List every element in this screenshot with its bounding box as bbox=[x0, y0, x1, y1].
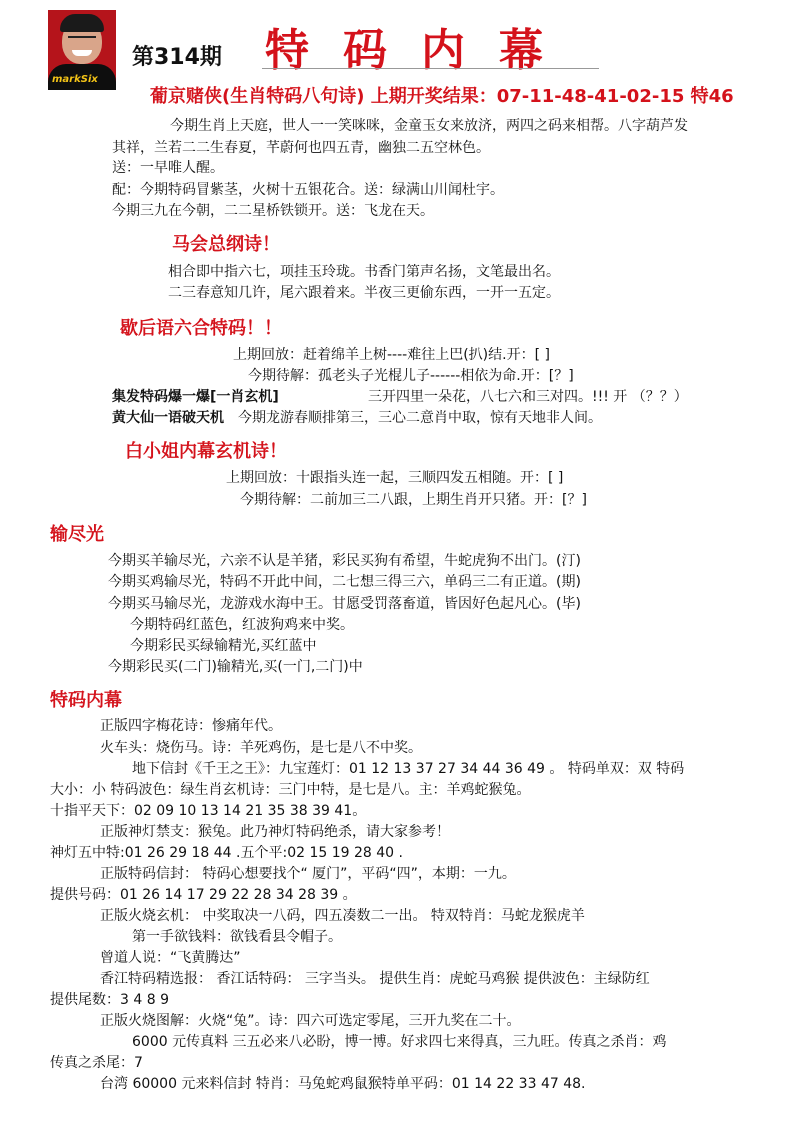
issue-number: 第314期 bbox=[132, 45, 222, 70]
shujin-title: 输尽光 bbox=[50, 524, 104, 545]
neimu-line: 火车头：烧伤马。诗：羊死鸡伤，是七是八不中奖。 bbox=[100, 740, 422, 756]
shujin-line: 今期买鸡输尽光，特码不开此中间，二七想三得三六，单码三二有正道。(期) bbox=[108, 574, 581, 590]
photo-glasses bbox=[68, 36, 96, 44]
neimu-line: 大小：小 特码波色：绿生肖玄机诗：三门中特，是七是八。主：羊鸡蛇猴兔。 bbox=[50, 782, 531, 798]
neimu-line: 正版特码信封： 特码心想要找个“ 厦门”，平码“四”，本期：一九。 bbox=[100, 866, 516, 882]
poem-line: 其祥，兰若二二生春夏，芊蔚何也四五青，幽独二五空林色。 bbox=[112, 140, 490, 156]
neimu-line: 地下信封《千王之王》：九宝莲灯：01 12 13 37 27 34 44 36 49 。 特码单双：双 特码 bbox=[132, 761, 685, 777]
xiehou-last: 上期回放：赶着绵羊上树----难往上巴(扒)结.开：[ ] bbox=[233, 347, 550, 363]
title-underline bbox=[262, 68, 599, 69]
neimu-line: 提供尾数：3 4 8 9 bbox=[50, 992, 169, 1008]
neimu-line: 传真之杀尾：7 bbox=[50, 1055, 143, 1071]
poem-line: 送：一早唯人醒。 bbox=[112, 160, 224, 176]
huangdaxian-text: 今期龙游春顺排第三，三心二意肖中取，惊有天地非人间。 bbox=[238, 410, 602, 426]
subtitle: 葡京赌侠(生肖特码八句诗) 上期开奖结果：07-11-48-41-02-15 特46 bbox=[150, 86, 734, 107]
page-title: 特码内幕 bbox=[265, 25, 577, 76]
huangdaxian-label: 黄大仙一语破天机 bbox=[112, 410, 224, 426]
poem-line: 配：今期特码冒紫茎，火树十五银花合。送：绿满山川闻杜宇。 bbox=[112, 182, 504, 198]
mahui-title: 马会总纲诗！ bbox=[172, 234, 280, 255]
neimu-line: 6000 元传真料 三五必来八必盼，博一博。好求四七来得真，三九旺。传真之杀肖：鸡 bbox=[132, 1034, 667, 1050]
photo-logo: markSix bbox=[52, 74, 98, 85]
neimu-line: 台湾 60000 元来料信封 特肖：马兔蛇鸡鼠猴特单平码：01 14 22 33 47 48. bbox=[100, 1076, 586, 1092]
jifa-label: 集发特码爆一爆[一肖玄机] bbox=[112, 389, 279, 405]
neimu-line: 曾道人说：“飞黄腾达” bbox=[100, 950, 241, 966]
jifa-text: 三开四里一朵花，八七六和三对四。!!! 开 （？？） bbox=[368, 389, 688, 405]
neimu-line: 神灯五中特:01 26 29 18 44 .五个平:02 15 19 28 40 . bbox=[50, 845, 403, 861]
author-photo bbox=[48, 10, 116, 90]
xiehou-title: 歇后语六合特码！！ bbox=[120, 318, 282, 339]
neimu-title: 特码内幕 bbox=[50, 690, 122, 711]
mahui-line: 二三春意知几许，尾六跟着来。半夜三更偷东西，一开一五定。 bbox=[168, 285, 560, 301]
poem-line: 今期三九在今朝，二二星桥铁锁开。送：飞龙在天。 bbox=[112, 203, 434, 219]
shujin-line: 今期特码红蓝色，红波狗鸡来中奖。 bbox=[130, 617, 354, 633]
shujin-line: 今期买羊输尽光，六亲不认是羊猪，彩民买狗有希望，牛蛇虎狗不出门。(汀) bbox=[108, 553, 581, 569]
bai-this: 今期待解：二前加三二八跟，上期生肖开只猪。开：[？] bbox=[240, 492, 587, 508]
neimu-line: 正版四字梅花诗：惨痛年代。 bbox=[100, 718, 282, 734]
neimu-line: 香江特码精选报： 香江话特码： 三字当头。 提供生肖：虎蛇马鸡猴 提供波色：主绿防红 bbox=[100, 971, 650, 987]
shujin-line: 今期彩民买(二门)输精光,买(一门,二门)中 bbox=[108, 659, 363, 675]
neimu-line: 正版火烧玄机： 中奖取决一八码，四五凑数二一出。 特双特肖：马蛇龙猴虎羊 bbox=[100, 908, 585, 924]
mahui-line: 相合即中指六七，项挂玉玲珑。书香门第声名扬，文笔最出名。 bbox=[168, 264, 560, 280]
shujin-line: 今期买马输尽光，龙游戏水海中王。甘愿受罚落畜道，皆因好色起凡心。(毕) bbox=[108, 596, 581, 612]
photo-smile bbox=[72, 50, 92, 56]
neimu-line: 正版火烧图解：火烧“兔”。诗：四六可选定零尾，三开九奖在二十。 bbox=[100, 1013, 521, 1029]
bai-last: 上期回放：十跟指头连一起，三顺四发五相随。开：[ ] bbox=[226, 470, 564, 486]
neimu-line: 提供号码：01 26 14 17 29 22 28 34 28 39 。 bbox=[50, 887, 357, 903]
poem-line: 今期生肖上天庭，世人一一笑咪咪，金童玉女来放济，两四之码来相帮。八字葫芦发 bbox=[170, 118, 688, 134]
shujin-line: 今期彩民买绿输精光,买红蓝中 bbox=[130, 638, 317, 654]
neimu-line: 第一手欲钱料：欲钱看县令帽子。 bbox=[132, 929, 342, 945]
neimu-line: 十指平天下：02 09 10 13 14 21 35 38 39 41。 bbox=[50, 803, 367, 819]
xiehou-this: 今期待解：孤老头子光棍儿子------相依为命.开：[？] bbox=[248, 368, 574, 384]
photo-hair bbox=[60, 14, 104, 32]
neimu-line: 正版神灯禁支：猴兔。此乃神灯特码绝杀，请大家参考！ bbox=[100, 824, 450, 840]
bai-title: 白小姐内幕玄机诗！ bbox=[125, 441, 287, 462]
